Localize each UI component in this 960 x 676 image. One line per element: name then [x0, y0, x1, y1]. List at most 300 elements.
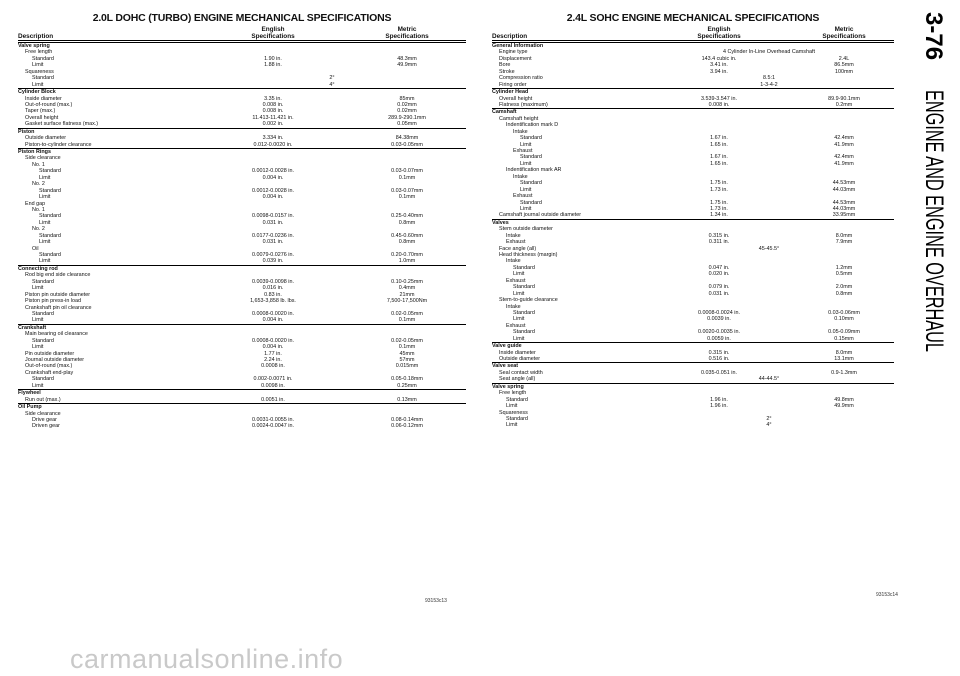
- row-metric-value: 0.03-0.07mm: [391, 168, 423, 175]
- row-metric-value: 86.5mm: [834, 62, 854, 69]
- row-english-value: 0.0008-0.0020 in.: [252, 310, 294, 317]
- left-header-metric-top: Metric: [397, 26, 417, 33]
- row-english-value: 1.90 in.: [264, 55, 282, 62]
- row-metric-value: 84.38mm: [395, 135, 419, 142]
- section-row: [492, 219, 894, 226]
- row-english-value: 0.004 in.: [262, 194, 284, 201]
- table-row: [18, 121, 466, 127]
- row-metric-value: 0.25-0.40mm: [391, 213, 423, 220]
- side-section-title: [918, 8, 954, 668]
- row-english-value: 0.0098-0.0157 in.: [252, 213, 294, 220]
- row-metric-value: 0.45-0.60mm: [391, 232, 423, 239]
- section-row: [18, 324, 466, 331]
- row-description: Standard: [520, 135, 542, 142]
- row-description: Outside diameter: [25, 135, 67, 142]
- row-description: Valve seat: [492, 363, 519, 370]
- row-english-value: 0.0039 in.: [707, 316, 731, 323]
- row-metric-value: 0.03-0.06mm: [828, 309, 860, 316]
- row-description: Main bearing oil clearance: [25, 331, 88, 338]
- row-english-value: 0.0020-0.0035 in.: [698, 329, 740, 336]
- section-row: [492, 88, 894, 95]
- right-header-metric-bottom: Specifications: [822, 33, 866, 40]
- table-row: [18, 82, 466, 88]
- row-description: Exhaust: [506, 277, 526, 284]
- row-english-value: 3.334 in.: [262, 135, 284, 142]
- row-english-value: 0.002-0.0071 in.: [253, 376, 293, 383]
- row-description: Limit: [520, 141, 532, 148]
- left-header-metric-bottom: Specifications: [385, 33, 429, 40]
- row-description: Flatness (maximum): [499, 101, 548, 108]
- row-description: Limit: [39, 219, 51, 226]
- row-description: Standard: [39, 252, 61, 258]
- row-english-value: 0.008 in.: [708, 101, 730, 108]
- watermark: carmanualsonline.info: [70, 644, 344, 674]
- left-table-title: 2.0L DOHC (TURBO) ENGINE MECHANICAL SPECIFICATIONS: [92, 12, 392, 24]
- row-metric-value: 49.8mm: [834, 396, 854, 403]
- row-metric-value: 0.1mm: [398, 344, 416, 351]
- left-header-english-top: English: [261, 26, 285, 33]
- row-description: Run out (max.): [25, 396, 61, 403]
- row-combined-value: 1-3-4-2: [760, 81, 778, 88]
- row-description: Valve spring: [492, 383, 524, 390]
- row-metric-value: 0.02-0.05mm: [391, 310, 423, 317]
- row-description: General Information: [492, 43, 544, 49]
- row-description: Limit: [520, 160, 532, 167]
- table-row: [18, 423, 466, 429]
- row-english-value: 0.004 in.: [262, 317, 284, 324]
- row-description: Intake: [513, 173, 528, 180]
- row-english-value: 0.0039-0.0098 in.: [252, 278, 294, 285]
- row-description: Limit: [513, 316, 525, 323]
- row-metric-value: 33.95mm: [832, 212, 856, 219]
- row-description: Exhaust: [513, 193, 533, 200]
- row-metric-value: 1.0mm: [398, 258, 416, 265]
- row-description: Gasket surface flatness (max.): [25, 121, 99, 128]
- table-row: [18, 383, 466, 389]
- row-description: Standard: [513, 309, 535, 316]
- row-english-value: 0.008 in.: [262, 108, 284, 115]
- section-row: [492, 342, 894, 349]
- row-description: Standard: [32, 337, 54, 344]
- row-description: Connecting rod: [18, 265, 58, 272]
- row-english-value: 0.0177-0.0236 in.: [252, 232, 294, 239]
- row-description: Standard: [513, 329, 535, 336]
- row-english-value: 1.34 in.: [710, 212, 728, 219]
- row-english-value: 0.0098 in.: [261, 382, 285, 389]
- right-figure-code: 93153c14: [876, 592, 898, 598]
- row-description: Valve guide: [492, 343, 522, 350]
- section-row: [18, 389, 466, 396]
- row-description: Limit: [39, 258, 51, 265]
- row-english-value: 1.73 in.: [710, 186, 728, 193]
- row-description: Limit: [32, 62, 44, 69]
- row-english-value: 0.516 in.: [708, 356, 730, 362]
- row-english-value: 11.413-11.421 in.: [252, 114, 294, 121]
- row-description: Head thickness (margin): [499, 252, 558, 258]
- row-metric-value: 0.13mm: [397, 396, 417, 403]
- row-description: Compression ratio: [499, 75, 543, 82]
- row-metric-value: 8.0mm: [835, 232, 853, 239]
- row-metric-value: 0.5mm: [835, 271, 853, 278]
- table-row: [492, 376, 894, 382]
- row-description: Piston: [18, 128, 35, 135]
- row-description: Seat angle (all): [499, 376, 536, 383]
- row-metric-value: 44.03mm: [832, 186, 856, 193]
- row-metric-value: 0.02mm: [397, 108, 417, 115]
- row-metric-value: 89.9-90.1mm: [828, 95, 860, 102]
- section-row: [18, 42, 466, 49]
- row-description: Standard: [513, 264, 535, 271]
- row-metric-value: 42.4mm: [834, 135, 854, 142]
- row-description: Standard: [39, 232, 61, 239]
- table-row: [492, 82, 894, 88]
- row-description: Oil Pump: [18, 404, 42, 411]
- row-metric-value: 0.05mm: [397, 121, 417, 128]
- row-description: Standard: [32, 278, 54, 285]
- section-row: [492, 383, 894, 390]
- section-row: [492, 362, 894, 369]
- row-metric-value: 0.4mm: [398, 285, 416, 292]
- section-row: [18, 148, 466, 155]
- row-english-value: 1.75 in.: [710, 199, 728, 206]
- row-description: Camshaft: [492, 109, 517, 116]
- row-metric-value: 0.8mm: [398, 219, 416, 226]
- row-combined-value: 4°: [766, 422, 772, 429]
- row-english-value: 0.039 in.: [262, 258, 284, 265]
- row-description: Intake: [506, 303, 521, 310]
- right-header-rule: [492, 40, 894, 41]
- row-english-value: 0.031 in.: [708, 290, 730, 297]
- row-english-value: 0.020 in.: [708, 271, 730, 278]
- row-metric-value: 49.9mm: [834, 403, 854, 410]
- row-description: Side clearance: [25, 155, 61, 162]
- right-table-body: [492, 42, 894, 429]
- row-metric-value: 41.9mm: [834, 141, 854, 148]
- row-metric-value: 0.1mm: [398, 174, 416, 181]
- section-row: [18, 128, 466, 135]
- row-english-value: 0.0008 in.: [261, 363, 285, 370]
- row-description: Standard: [513, 284, 535, 291]
- row-english-value: 0.031 in.: [262, 219, 284, 226]
- row-english-value: 0.0008-0.0020 in.: [252, 337, 294, 344]
- row-english-value: 0.004 in.: [262, 344, 284, 351]
- row-description: Limit: [513, 271, 525, 278]
- row-english-value: 1,653-3,858 lb. lbs.: [250, 298, 296, 305]
- row-description: Standard: [32, 55, 54, 62]
- row-description: No. 2: [32, 226, 45, 233]
- row-description: Standard: [520, 154, 542, 161]
- left-figure-code: 93153c13: [425, 598, 447, 604]
- row-metric-value: 57mm: [399, 357, 415, 363]
- section-row: [492, 108, 894, 115]
- row-metric-value: 0.8mm: [398, 239, 416, 246]
- row-description: Bore: [499, 62, 511, 69]
- row-metric-value: 45mm: [399, 350, 415, 357]
- row-description: Limit: [520, 205, 532, 212]
- row-metric-value: 289.9-290.1mm: [388, 114, 426, 121]
- section-row: [492, 42, 894, 49]
- left-table-body: [18, 42, 466, 430]
- row-english-value: 1.65 in.: [710, 141, 728, 148]
- row-description: Limit: [32, 344, 44, 351]
- row-english-value: 0.016 in.: [262, 285, 284, 292]
- row-metric-value: 42.4mm: [834, 154, 854, 161]
- row-english-value: 1.65 in.: [710, 160, 728, 167]
- row-combined-value: 4°: [329, 81, 335, 88]
- row-english-value: 0.315 in.: [708, 232, 730, 239]
- row-metric-value: 1.2mm: [835, 264, 853, 271]
- row-english-value: 0.008 in.: [262, 101, 284, 108]
- row-metric-value: 0.03-0.07mm: [391, 187, 423, 194]
- row-description: Crankshaft pin oil clearance: [25, 304, 92, 311]
- left-header-english-bottom: Specifications: [251, 33, 295, 40]
- row-description: Standard: [506, 415, 528, 422]
- row-description: Cylinder Head: [492, 89, 529, 96]
- row-metric-value: 44.53mm: [832, 199, 856, 206]
- row-english-value: 0.035-0.051 in.: [701, 369, 737, 376]
- row-description: End gap: [25, 200, 46, 207]
- side-section-name: ENGINE AND ENGINE OVERHAUL: [920, 90, 948, 492]
- row-metric-value: 0.10mm: [834, 316, 854, 323]
- row-description: Standard: [506, 396, 528, 403]
- row-english-value: 1.77 in.: [264, 350, 282, 357]
- row-description: Limit: [32, 317, 44, 324]
- row-english-value: 1.88 in.: [264, 62, 282, 69]
- row-description: Crankshaft: [18, 324, 47, 331]
- row-metric-value: 21mm: [399, 291, 415, 298]
- row-metric-value: 48.3mm: [397, 55, 417, 62]
- row-metric-value: 7.9mm: [835, 239, 853, 246]
- row-metric-value: 0.03-0.05mm: [391, 141, 423, 148]
- row-english-value: 0.315 in.: [708, 349, 730, 356]
- row-description: Driven gear: [32, 423, 60, 430]
- row-description: Pin outside diameter: [25, 350, 75, 357]
- right-table-header: [492, 26, 894, 40]
- row-english-value: 0.031 in.: [262, 239, 284, 246]
- right-header-description: Description: [492, 33, 528, 40]
- row-english-value: 0.83 in.: [264, 291, 282, 298]
- row-english-value: 143.4 cubic in.: [701, 55, 737, 62]
- row-description: Standard: [32, 310, 54, 317]
- row-description: Indentification mark AR: [506, 167, 562, 174]
- row-metric-value: 44.53mm: [832, 180, 856, 187]
- row-description: Exhaust: [506, 322, 526, 329]
- table-row: [18, 142, 466, 148]
- row-english-value: 0.079 in.: [708, 284, 730, 291]
- row-description: Squareness: [499, 409, 528, 416]
- row-description: Standard: [32, 376, 54, 383]
- row-combined-value: 45-45.5°: [758, 245, 780, 252]
- row-description: Limit: [513, 335, 525, 342]
- row-metric-value: 8.0mm: [835, 349, 853, 356]
- row-description: Oil: [32, 245, 39, 252]
- row-description: Inside diameter: [499, 349, 536, 356]
- row-english-value: 3.539-3.547 in.: [701, 95, 737, 102]
- left-header-english: [198, 26, 348, 40]
- row-english-value: 3.94 in.: [710, 68, 728, 75]
- row-metric-value: 0.08-0.14mm: [391, 416, 423, 423]
- section-row: [18, 265, 466, 272]
- row-description: Seal contact width: [499, 369, 543, 376]
- row-metric-value: 0.15mm: [834, 335, 854, 342]
- row-metric-value: 2.0mm: [835, 284, 853, 291]
- row-english-value: 0.0059 in.: [707, 335, 731, 342]
- row-description: Outside diameter: [499, 356, 541, 362]
- right-header-metric: [794, 26, 894, 40]
- row-metric-value: 0.1mm: [398, 317, 416, 324]
- right-header-metric-top: Metric: [834, 26, 854, 33]
- row-description: Standard: [39, 168, 61, 175]
- row-description: Rod big end side clearance: [25, 272, 91, 279]
- row-description: Piston pin press-in load: [25, 298, 82, 305]
- row-combined-value: 2°: [329, 75, 335, 82]
- row-combined-value: 44-44.5°: [758, 376, 780, 383]
- row-english-value: 0.004 in.: [262, 174, 284, 181]
- table-row: [492, 336, 894, 342]
- row-description: Limit: [506, 422, 518, 429]
- left-header-metric: [348, 26, 466, 40]
- section-row: [18, 88, 466, 95]
- row-description: Standard: [520, 199, 542, 206]
- row-combined-value: 8.5:1: [763, 75, 775, 82]
- left-header-description: Description: [18, 33, 54, 40]
- table-row: [492, 212, 894, 218]
- row-english-value: 0.0031-0.0055 in.: [252, 416, 294, 423]
- row-metric-value: 0.02mm: [397, 101, 417, 108]
- row-english-value: 1.96 in.: [710, 403, 728, 410]
- row-description: Limit: [39, 239, 51, 246]
- row-english-value: 3.35 in.: [264, 95, 282, 102]
- row-description: Intake: [513, 128, 528, 135]
- row-metric-value: 0.06-0.12mm: [391, 423, 423, 430]
- row-description: Standard: [39, 187, 61, 194]
- row-description: Exhaust: [513, 148, 533, 154]
- row-metric-value: 0.05-0.18mm: [391, 376, 423, 383]
- row-description: Valve spring: [18, 43, 50, 49]
- row-metric-value: 0.10-0.25mm: [391, 278, 423, 285]
- row-description: Displacement: [499, 55, 532, 62]
- row-description: Firing order: [499, 81, 527, 88]
- row-description: Camshaft height: [499, 115, 539, 122]
- row-english-value: 0.012-0.0020 in.: [253, 141, 293, 148]
- row-metric-value: 85mm: [399, 95, 415, 102]
- row-metric-value: 49.9mm: [397, 62, 417, 69]
- row-metric-value: 13.1mm: [834, 356, 854, 362]
- row-metric-value: 0.25mm: [397, 382, 417, 389]
- row-metric-value: 0.20-0.70mm: [391, 252, 423, 258]
- row-english-value: 0.311 in.: [708, 239, 730, 246]
- row-description: Cylinder Block: [18, 89, 56, 96]
- row-english-value: 2.24 in.: [264, 357, 282, 363]
- row-description: Side clearance: [25, 410, 61, 417]
- row-combined-value: 4 Cylinder In-Line Overhead Camshaft: [723, 49, 815, 56]
- row-description: Journal outside diameter: [25, 357, 85, 363]
- table-row: [18, 317, 466, 323]
- row-description: Limit: [39, 194, 51, 201]
- row-description: No. 1: [32, 161, 45, 168]
- row-english-value: 1.96 in.: [710, 396, 728, 403]
- row-description: Squareness: [25, 68, 54, 75]
- row-description: Limit: [32, 285, 44, 292]
- row-metric-value: 7,500-17,500Nm: [386, 298, 428, 305]
- row-description: Drive gear: [32, 416, 57, 423]
- table-row: [18, 258, 466, 264]
- row-description: Limit: [513, 290, 525, 297]
- row-description: Overall height: [25, 114, 59, 121]
- row-english-value: 0.0012-0.0028 in.: [252, 168, 294, 175]
- row-description: Free length: [25, 49, 53, 56]
- row-description: Piston-to-cylinder clearance: [25, 141, 92, 148]
- row-english-value: 0.0079-0.0276 in.: [252, 252, 294, 258]
- row-description: Free length: [499, 390, 527, 397]
- row-description: Overall height: [499, 95, 533, 102]
- row-description: Stem-to-guide clearance: [499, 297, 558, 304]
- row-description: Standard: [32, 75, 54, 82]
- row-description: Flywheel: [18, 390, 41, 397]
- row-description: Limit: [32, 382, 44, 389]
- row-description: Limit: [39, 174, 51, 181]
- row-description: Taper (max.): [25, 108, 56, 115]
- table-row: [492, 422, 894, 428]
- side-page-number: 3-76: [920, 12, 947, 61]
- row-description: Piston Rings: [18, 149, 51, 155]
- right-spec-table: [492, 12, 894, 429]
- row-metric-value: 0.1mm: [398, 194, 416, 201]
- row-metric-value: 0.9-1.3mm: [831, 369, 857, 376]
- right-header-english: [644, 26, 794, 40]
- row-description: Valves: [492, 219, 509, 226]
- row-english-value: 0.047 in.: [708, 264, 730, 271]
- right-header-english-top: English: [707, 26, 731, 33]
- left-table-header: [18, 26, 466, 40]
- left-header-rule: [18, 40, 466, 41]
- row-english-value: 3.41 in.: [710, 62, 728, 69]
- table-row: [492, 356, 894, 362]
- row-description: No. 1: [32, 206, 45, 213]
- row-description: Face angle (all): [499, 245, 537, 252]
- row-metric-value: 44.03mm: [832, 205, 856, 212]
- row-metric-value: 0.05-0.09mm: [828, 329, 860, 336]
- right-header-english-bottom: Specifications: [697, 33, 741, 40]
- row-english-value: 0.0008-0.0024 in.: [698, 309, 740, 316]
- row-description: Inside diameter: [25, 95, 62, 102]
- row-combined-value: 2°: [766, 415, 772, 422]
- side-title-graphic: [918, 8, 954, 668]
- row-description: Exhaust: [506, 239, 526, 246]
- row-metric-value: 2.4L: [838, 55, 850, 62]
- row-description: Indentification mark D: [506, 122, 559, 129]
- row-english-value: 0.0051 in.: [261, 396, 285, 403]
- row-description: Out-of-round (max.): [25, 363, 73, 370]
- row-description: Stem outside diameter: [499, 226, 553, 233]
- row-description: Standard: [520, 180, 542, 187]
- row-description: Standard: [39, 213, 61, 220]
- row-description: Intake: [506, 232, 521, 239]
- row-description: Limit: [520, 186, 532, 193]
- table-row: [492, 102, 894, 108]
- row-description: Stroke: [499, 68, 515, 75]
- left-spec-table: [18, 12, 466, 430]
- row-description: Engine type: [499, 49, 528, 56]
- row-metric-value: 0.015mm: [395, 363, 419, 370]
- right-table-title: 2.4L SOHC ENGINE MECHANICAL SPECIFICATIONS: [566, 12, 820, 24]
- row-metric-value: 0.8mm: [835, 290, 853, 297]
- row-english-value: 1.75 in.: [710, 180, 728, 187]
- row-english-value: 1.67 in.: [710, 135, 728, 142]
- row-metric-value: 0.2mm: [835, 101, 853, 108]
- row-description: Crankshaft end-play: [25, 369, 74, 376]
- row-description: Intake: [506, 258, 521, 265]
